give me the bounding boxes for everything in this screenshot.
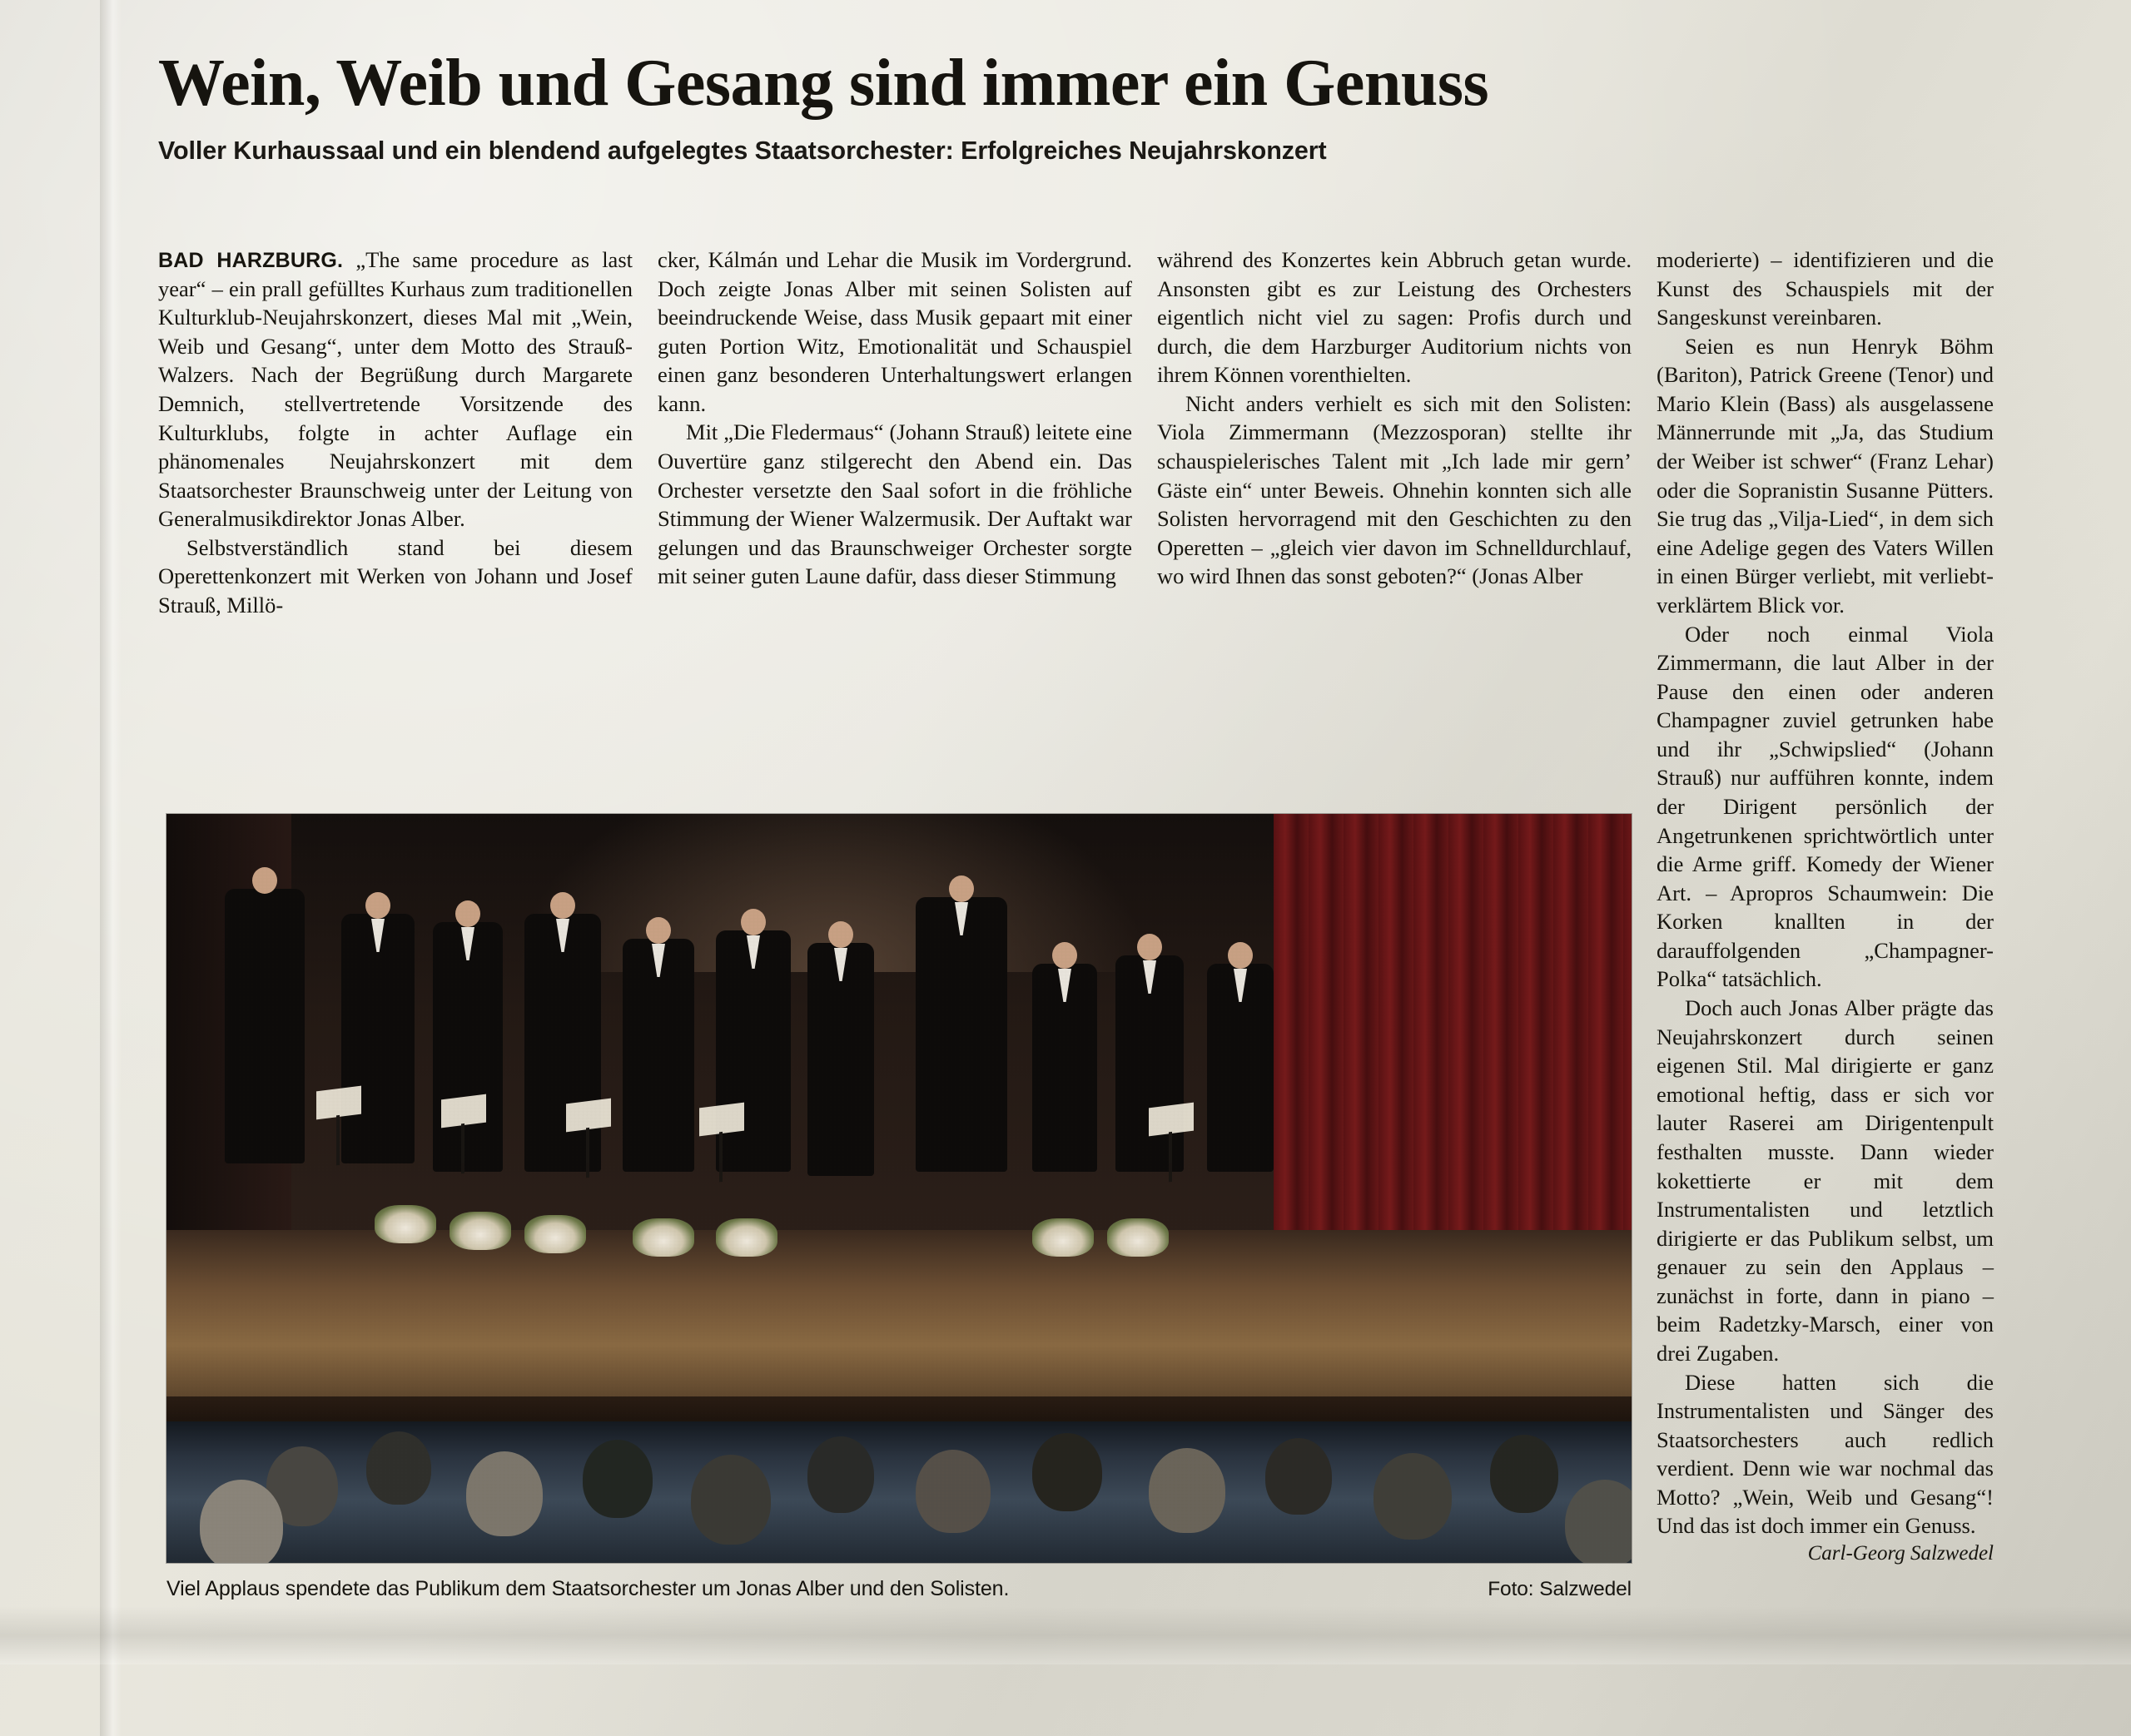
audience-head	[807, 1436, 874, 1513]
dateline: BAD HARZBURG.	[158, 249, 344, 272]
paragraph-text: Oder noch einmal Viola Zimmermann, die laut Alber in der Pause den einen oder anderen Champagner zuviel getrunken habe und ihr „Schwipslied“ (Johann Strauß) nur aufführen konnte, indem der Dirigent persönlich der Angetrunkenen sprichtwörtlich unter die Arme griff. Komedy der Wiener Art. – Apropros Schaumwein: Die Korken knallten in der darauffolgenden „Champagner-Polka“ tatsächlich.	[1657, 621, 1994, 992]
stage-flowers	[450, 1212, 511, 1250]
paragraph	[658, 246, 1132, 418]
audience-head	[1265, 1438, 1332, 1515]
paragraph	[1157, 389, 1632, 591]
music-stand	[316, 1086, 361, 1120]
stage-flowers	[375, 1205, 436, 1243]
paragraph	[1657, 994, 1994, 1368]
audience-head	[1373, 1453, 1452, 1540]
paragraph-text: Diese hatten sich die Instrumentalisten und Sänger des Staatsorchesters auch redlich verdient. Denn wie war nochmal das Motto? „Wein, Weib und Gesang“! Und das ist doch immer ein Genuss.	[1657, 1369, 1994, 1539]
stage-flowers	[633, 1218, 694, 1257]
music-stand	[566, 1099, 611, 1133]
photo-credit: Foto: Salzwedel	[1488, 1578, 1632, 1600]
paragraph	[1657, 1368, 1994, 1540]
paragraph	[1657, 246, 1994, 332]
audience-head	[691, 1455, 771, 1545]
article	[158, 47, 1985, 179]
audience-head	[200, 1480, 283, 1563]
article-photo-block	[166, 814, 1632, 1601]
paper-fold-left	[100, 0, 122, 1736]
article-column-4	[1657, 246, 1994, 1568]
paragraph	[1657, 620, 1994, 994]
stage-curtain-right	[1274, 814, 1632, 1280]
paragraph-text: Mit „Die Fledermaus“ (Johann Strauß) leitete eine Ouvertüre ganz stilgerecht den Abend ein. Das Orchester versetzte den Saal sofort in die fröhliche Stimmung der Wiener Walzermusik. Der Auftakt war gelungen und das Braunschweiger Orchester sorgte mit seiner guten Laune dafür, dass dieser Stimmung	[658, 419, 1132, 589]
stage-flowers	[1032, 1218, 1094, 1257]
paragraph-text: cker, Kálmán und Lehar die Musik im Vordergrund. Doch zeigte Jonas Alber mit seinen Solisten auf beeindruckende Weise, dass Musik gepaart mit einer guten Portion Witz, Emotionalität und Schauspiel einen ganz besonderen Unterhaltungswert erlangen kann.	[658, 247, 1132, 416]
article-subheadline: Voller Kurhaussaal und ein blendend aufgelegtes Staatsorchester: Erfolgreiches Neujahrskonzert	[158, 136, 1327, 165]
audience-head	[1149, 1448, 1225, 1533]
musician	[623, 939, 694, 1172]
article-column-3	[1157, 246, 1632, 591]
paragraph	[658, 418, 1132, 590]
stage-flowers	[524, 1215, 586, 1253]
page-title: Wein, Weib und Gesang sind immer ein Genuss	[158, 47, 1489, 120]
musician	[225, 889, 305, 1163]
paper-fold-bottom	[0, 1606, 2131, 1664]
musician	[341, 914, 415, 1163]
audience-head	[1490, 1435, 1558, 1513]
music-stand	[699, 1103, 744, 1137]
audience-head	[466, 1451, 543, 1536]
musician	[1032, 964, 1097, 1172]
paragraph-text: Nicht anders verhielt es sich mit den Solisten: Viola Zimmermann (Mezzosporan) stellte ihr schauspielerisches Talent mit „Ich lade mir gern’ Gäste ein“ unter Beweis. Ohnehin konnten sich alle Solisten hervorragend mit den Geschichten zu den Operetten – „gleich vier davon im Schnelldurchlauf, wo wird Ihnen das sonst geboten?“ (Jonas Alber	[1157, 390, 1632, 589]
photo-caption	[166, 1577, 1632, 1601]
paragraph-text: während des Konzertes kein Abbruch getan wurde. Ansonsten gibt es zur Leistung des Orchesters eigentlich nicht viel zu sagen: Profis durch und durch, die dem Harzburger Auditorium nichts von ihrem Können vorenthielten.	[1157, 247, 1632, 388]
audience-head	[366, 1431, 431, 1505]
conductor	[916, 897, 1007, 1172]
stage-floor	[166, 1230, 1632, 1421]
paragraph	[158, 246, 633, 533]
music-stand	[1149, 1103, 1194, 1137]
article-column-2	[658, 246, 1132, 591]
audience-head	[583, 1440, 653, 1518]
paragraph-text: Doch auch Jonas Alber prägte das Neujahrskonzert durch seinen eigenen Stil. Mal dirigierte er ganz emotional heftig, dass er sich vor lauter Raserei am Dirigentenpult festhalten musste. Dann wieder kokettierte er mit dem Instrumentalisten und letztlich dirigierte er das Publikum selbst, um genauer zu sein den Applaus – zunächst in forte, dann in piano – beim Radetzky-Marsch, einer von drei Zugaben.	[1657, 995, 1994, 1366]
paragraph-text: Seien es nun Henryk Böhm (Bariton), Patrick Greene (Tenor) und Mario Klein (Bass) als ausgelassene Männerrunde mit „Ja, das Studium der Weiber ist schwer“ (Franz Lehar) oder die Sopranistin Susanne Pütters. Sie trug das „Vilja-Lied“, in dem sich eine Adelige gegen des Vaters Willen in einen Bürger verliebt, mit verliebt-verklärtem Blick vor.	[1657, 333, 1994, 618]
audience-head	[916, 1450, 991, 1533]
musician	[1115, 955, 1184, 1172]
paragraph	[1157, 246, 1632, 389]
stage-flowers	[716, 1218, 777, 1257]
music-stand	[441, 1094, 486, 1128]
musician	[433, 922, 503, 1172]
audience-head	[1032, 1433, 1102, 1511]
soloist	[807, 943, 874, 1176]
paragraph	[158, 533, 633, 620]
musician	[716, 930, 791, 1172]
stage-flowers	[1107, 1218, 1169, 1257]
article-byline: Carl-Georg Salzwedel	[1807, 1542, 1994, 1565]
paragraph	[1657, 332, 1994, 620]
photo-caption-text: Viel Applaus spendete das Publikum dem Staatsorchester um Jonas Alber und den Solisten.	[166, 1577, 1010, 1600]
musician	[1207, 964, 1274, 1172]
paragraph-text: moderierte) – identifizieren und die Kunst des Schauspiels mit der Sangeskunst vereinbaren.	[1657, 247, 1994, 330]
concert-photo	[166, 814, 1632, 1563]
paragraph-text: Selbstverständlich stand bei diesem Operettenkonzert mit Werken von Johann und Josef Strauß, Millö-	[158, 534, 633, 618]
paragraph-text: „The same procedure as last year“ – ein prall gefülltes Kurhaus zum traditionellen Kulturklub-Neujahrskonzert, dieses Mal mit „Wein, Weib und Gesang“, unter dem Motto des Strauß-Walzers. Nach der Begrüßung durch Margarete Demnich, stellvertretende Vorsitzende des Kulturklubs, folgte in achter Auflage ein phänomenales Neujahrskonzert mit dem Staatsorchester Braunschweig unter der Leitung von Generalmusikdirektor Jonas Alber.	[158, 247, 633, 532]
musician	[524, 914, 601, 1172]
article-column-1	[158, 246, 633, 620]
